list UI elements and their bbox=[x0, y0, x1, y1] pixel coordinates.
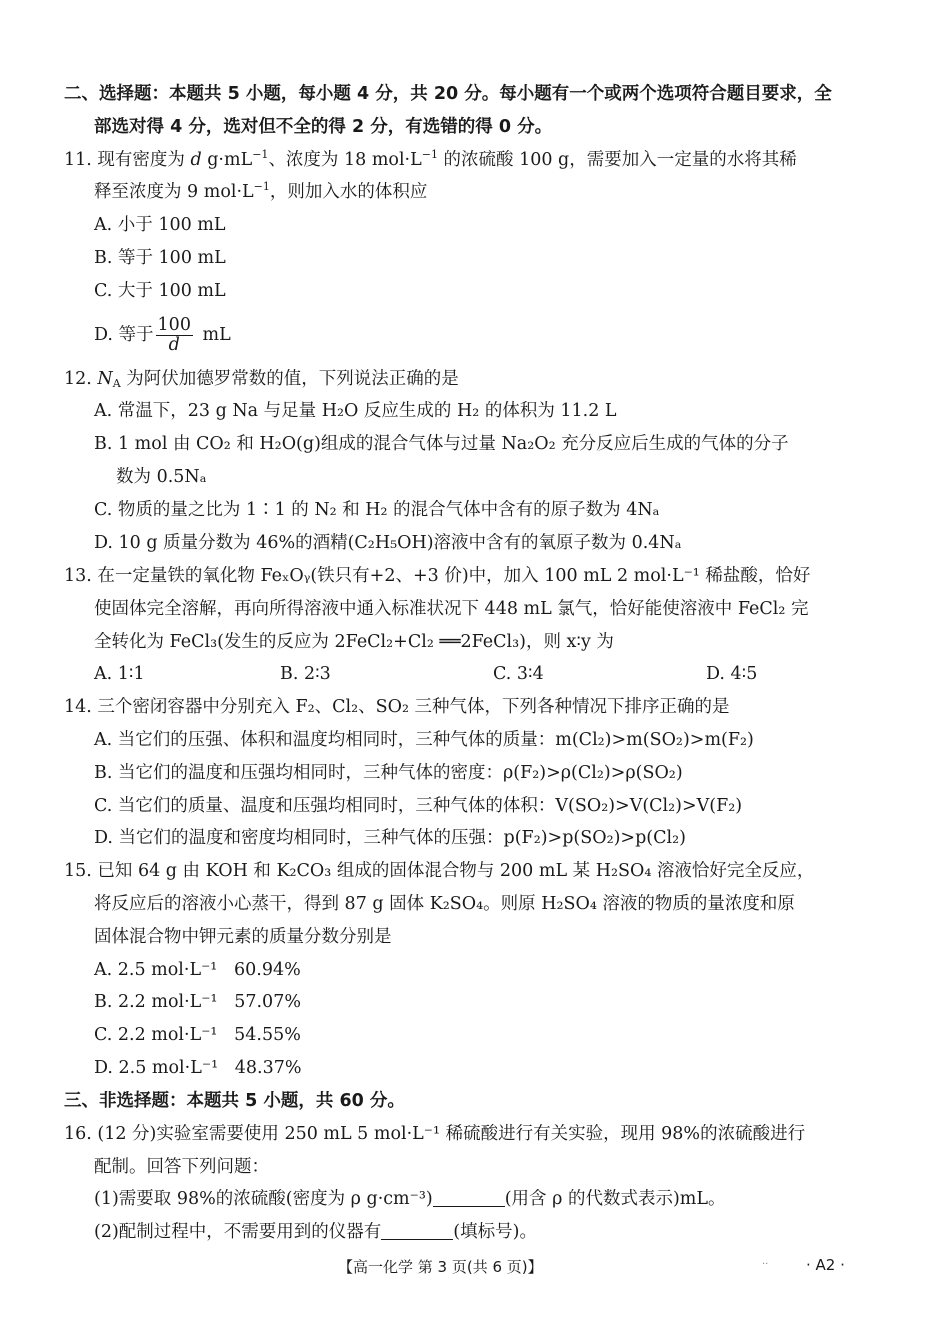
q12-option-c: C. 物质的量之比为 1∶1 的 N₂ 和 H₂ 的混合气体中含有的原子数为 4Nₐ bbox=[94, 500, 660, 520]
q12-option-b-line2: 数为 0.5Nₐ bbox=[116, 467, 207, 487]
answer-blank-2[interactable] bbox=[381, 1221, 453, 1240]
answer-blank-1[interactable] bbox=[433, 1188, 505, 1207]
q15-option-d: D. 2.5 mol·L⁻¹ 48.37% bbox=[94, 1058, 302, 1078]
q12-option-a: A. 常温下，23 g Na 与足量 H₂O 反应生成的 H₂ 的体积为 11.2 L bbox=[94, 401, 617, 421]
q13-option-d: D. 4∶5 bbox=[706, 664, 758, 684]
footer-dots: .. bbox=[762, 1256, 769, 1267]
q13-stem-line1: 13. 在一定量铁的氧化物 FeₓOᵧ(铁只有+2、+3 价)中，加入 100 mL 2 mol·L⁻¹ 稀盐酸，恰好 bbox=[64, 566, 811, 586]
q11-stem-line1: 11. 现有密度为 d $g\cdot mL^{-1}$、浓度为 18 $mol\cdot L^{-1}$ 的浓硫酸 100 g，需要加入一定量的水将其稀 bbox=[64, 148, 797, 170]
section3-header: 三、非选择题：本题共 5 小题，共 60 分。 bbox=[64, 1091, 405, 1111]
section2-header-line1: 二、选择题：本题共 5 小题，每小题 4 分，共 20 分。每小题有一个或两个选项符合题目要求，全 bbox=[64, 84, 832, 104]
q15-stem-line2: 将反应后的溶液小心蒸干，得到 87 g 固体 K₂SO₄。则原 H₂SO₄ 溶液的物质的量浓度和原 bbox=[94, 894, 795, 914]
q15-option-a: A. 2.5 mol·L⁻¹ 60.94% bbox=[94, 960, 301, 980]
q12-option-b-line1: B. 1 mol 由 CO₂ 和 H₂O(g)组成的混合气体与过量 Na₂O₂ 充分反应后生成的气体的分子 bbox=[94, 434, 789, 454]
q13-stem-line3: 全转化为 FeCl₃(发生的反应为 2FeCl₂+Cl₂ ══2FeCl₃)，则 x∶y 为 bbox=[94, 632, 614, 652]
q16-stem-line2: 配制。回答下列问题： bbox=[94, 1157, 269, 1177]
q11-option-a: A. 小于 100 mL bbox=[94, 215, 226, 235]
q14-option-b: B. 当它们的温度和压强均相同时，三种气体的密度：ρ(F₂)>ρ(Cl₂)>ρ(SO₂) bbox=[94, 763, 683, 783]
q13-option-c: C. 3∶4 bbox=[493, 664, 544, 684]
q16-stem-line1: 16. (12 分)实验室需要使用 250 mL 5 mol·L⁻¹ 稀硫酸进行有关实验，现用 98%的浓硫酸进行 bbox=[64, 1124, 806, 1144]
q16-part2: (2)配制过程中，不需要用到的仪器有 (填标号)。 bbox=[94, 1222, 537, 1242]
q12-option-d: D. 10 g 质量分数为 46%的酒精(C₂H₅OH)溶液中含有的氧原子数为 0.4Nₐ bbox=[94, 533, 682, 553]
q14-option-d: D. 当它们的温度和密度均相同时，三种气体的压强：p(F₂)>p(SO₂)>p(Cl₂) bbox=[94, 828, 686, 848]
page-footer: 【高一化学 第 3 页(共 6 页)】 bbox=[338, 1258, 543, 1276]
section2-header-line2: 部选对得 4 分，选对但不全的得 2 分，有选错的得 0 分。 bbox=[94, 117, 553, 137]
q13-option-b: B. 2∶3 bbox=[280, 664, 331, 684]
q15-stem-line3: 固体混合物中钾元素的质量分数分别是 bbox=[94, 927, 392, 947]
page-code: · A2 · bbox=[806, 1256, 845, 1274]
q14-option-c: C. 当它们的质量、温度和压强均相同时，三种气体的体积：V(SO₂)>V(Cl₂)>V(F₂) bbox=[94, 796, 743, 816]
q14-stem: 14. 三个密闭容器中分别充入 F₂、Cl₂、SO₂ 三种气体，下列各种情况下排序正确的是 bbox=[64, 697, 730, 717]
q15-stem-line1: 15. 已知 64 g 由 KOH 和 K₂CO₃ 组成的固体混合物与 200 mL 某 H₂SO₄ 溶液恰好完全反应， bbox=[64, 861, 815, 881]
q11-stem-line2: 释至浓度为 9 $mol\cdot L^{-1}$，则加入水的体积应 bbox=[94, 180, 428, 202]
q16-part1: (1)需要取 98%的浓硫酸(密度为 ρ g·cm⁻³) (用含 ρ 的代数式表示)mL。 bbox=[94, 1189, 726, 1209]
q15-option-b: B. 2.2 mol·L⁻¹ 57.07% bbox=[94, 992, 301, 1012]
q13-stem-line2: 使固体完全溶解，再向所得溶液中通入标准状况下 448 mL 氯气，恰好能使溶液中 FeCl₂ 完 bbox=[94, 599, 809, 619]
q14-option-a: A. 当它们的压强、体积和温度均相同时，三种气体的质量：m(Cl₂)>m(SO₂)>m(F₂) bbox=[94, 730, 754, 750]
q11-option-c: C. 大于 100 mL bbox=[94, 281, 226, 301]
q15-option-c: C. 2.2 mol·L⁻¹ 54.55% bbox=[94, 1025, 301, 1045]
fraction: $\frac{100}{d}$ bbox=[157, 315, 191, 355]
q11-option-b: B. 等于 100 mL bbox=[94, 248, 226, 268]
q13-option-a: A. 1∶1 bbox=[94, 664, 145, 684]
q11-option-d: D. 等于 $\frac{100}{d}$ mL bbox=[94, 315, 231, 355]
q12-stem: 12. $N_A$ 为阿伏加德罗常数的值，下列说法正确的是 bbox=[64, 369, 459, 390]
